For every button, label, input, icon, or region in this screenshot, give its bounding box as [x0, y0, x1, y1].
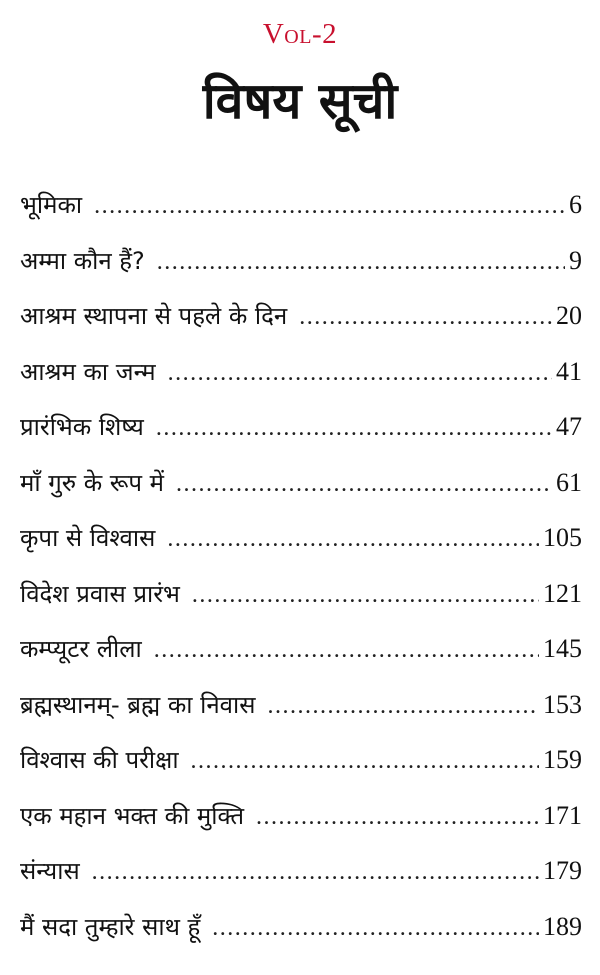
dot-leader	[176, 471, 552, 498]
toc-entry-title: मैं सदा तुम्हारे साथ हूँ	[20, 912, 201, 941]
dot-leader	[212, 915, 539, 942]
toc-entry-title: एक महान भक्त की मुक्ति	[20, 801, 245, 830]
toc-entry-title: विदेश प्रवास प्रारंभ	[20, 579, 180, 608]
toc-entry-title: संन्यास	[20, 857, 80, 885]
toc-entry-title: विश्वास की परीक्षा	[20, 746, 179, 774]
toc-entry	[20, 410, 582, 466]
dot-leader	[92, 859, 539, 886]
toc-entry-page-number: 6	[569, 190, 582, 219]
toc-entry-page-number: 171	[543, 800, 582, 830]
toc-entry	[20, 466, 582, 522]
toc-entry	[20, 910, 582, 966]
toc-entry-page-number: 121	[543, 578, 582, 608]
toc-entry-page-number: 41	[556, 356, 582, 386]
toc-entry-page-number: 179	[543, 856, 582, 885]
toc-entry-title: आश्रम स्थापना से पहले के दिन	[20, 302, 288, 330]
dot-leader	[191, 748, 539, 775]
toc-entry-page-number: 47	[556, 412, 582, 441]
toc-entry	[20, 299, 582, 355]
toc-entry-page-number: 145	[543, 634, 582, 663]
toc-entry	[20, 688, 582, 744]
toc-entry	[20, 521, 582, 577]
toc-entry	[20, 188, 582, 244]
dot-leader	[156, 415, 552, 442]
dot-leader	[299, 304, 552, 331]
dot-leader	[168, 360, 552, 387]
table-of-contents	[20, 188, 582, 965]
toc-entry-page-number: 159	[543, 745, 582, 774]
toc-entry	[20, 244, 582, 300]
volume-label: Vol-2	[262, 18, 338, 50]
toc-entry-page-number: 9	[569, 245, 582, 275]
dot-leader	[157, 249, 565, 276]
toc-entry	[20, 854, 582, 910]
dot-leader	[192, 582, 539, 609]
toc-entry-page-number: 61	[556, 467, 582, 497]
toc-entry-title: आश्रम का जन्म	[20, 357, 156, 386]
toc-entry	[20, 355, 582, 411]
toc-entry	[20, 799, 582, 855]
dot-leader	[94, 193, 565, 220]
toc-entry-title: माँ गुरु के रूप में	[20, 468, 165, 497]
dot-leader	[256, 804, 539, 831]
toc-entry-title: अम्मा कौन हैं?	[20, 246, 145, 275]
toc-entry-page-number: 105	[543, 523, 582, 552]
toc-entry-title: ब्रह्मस्थानम्- ब्रह्म का निवास	[20, 690, 256, 719]
dot-leader	[267, 693, 539, 720]
toc-entry	[20, 577, 582, 633]
toc-entry-page-number: 153	[543, 689, 582, 719]
dot-leader	[154, 637, 539, 664]
toc-entry-title: भूमिका	[20, 191, 83, 219]
toc-entry-title: कम्प्यूटर लीला	[20, 635, 142, 663]
toc-entry	[20, 743, 582, 799]
page-title: विषय सूची	[202, 72, 398, 130]
toc-entry-page-number: 20	[556, 301, 582, 330]
dot-leader	[167, 526, 539, 553]
toc-entry-title: प्रारंभिक शिष्य	[20, 413, 144, 441]
toc-entry	[20, 632, 582, 688]
toc-entry-page-number: 189	[543, 911, 582, 941]
toc-entry-title: कृपा से विश्वास	[20, 524, 156, 552]
